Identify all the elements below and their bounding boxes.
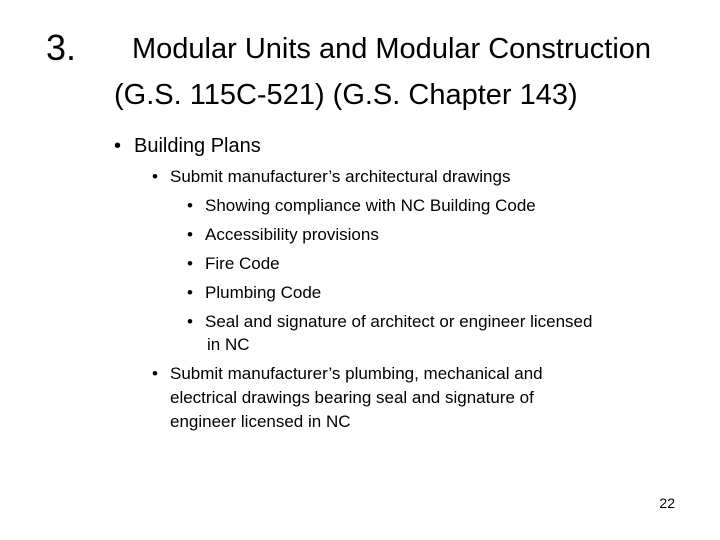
bullet-glyph: •	[187, 312, 193, 331]
title-line-2: (G.S. 115C-521) (G.S. Chapter 143)	[114, 79, 578, 111]
bullet-glyph: •	[187, 254, 193, 273]
bullet-text: Submit manufacturer’s architectural drawings	[170, 167, 511, 186]
page-number: 22	[659, 495, 675, 511]
sub-bullet-seal-signature-cont: in NC	[207, 335, 250, 354]
bullet-text: Fire Code	[205, 254, 280, 273]
section-number: 3.	[46, 27, 77, 68]
bullet-glyph: •	[152, 167, 158, 186]
bullet-glyph: •	[187, 225, 193, 244]
bullet-text: Building Plans	[134, 135, 261, 157]
bullet-text: Submit manufacturer’s plumbing, mechanical and	[170, 364, 543, 383]
bullet-glyph: •	[187, 196, 193, 215]
bullet-text: Seal and signature of architect or engineer licensed	[205, 312, 593, 331]
bullet-text: Plumbing Code	[205, 283, 322, 302]
bullet-glyph: •	[152, 364, 158, 383]
bullet-text: Accessibility provisions	[205, 225, 379, 244]
bullet-plumbing-mechanical-line3: engineer licensed in NC	[170, 412, 351, 431]
title-line-1: Modular Units and Modular Construction	[132, 33, 652, 65]
bullet-glyph: •	[114, 135, 122, 157]
bullet-glyph: •	[187, 283, 193, 302]
bullet-plumbing-mechanical-line2: electrical drawings bearing seal and signature of	[170, 388, 534, 407]
bullet-text: Showing compliance with NC Building Code	[205, 196, 536, 215]
